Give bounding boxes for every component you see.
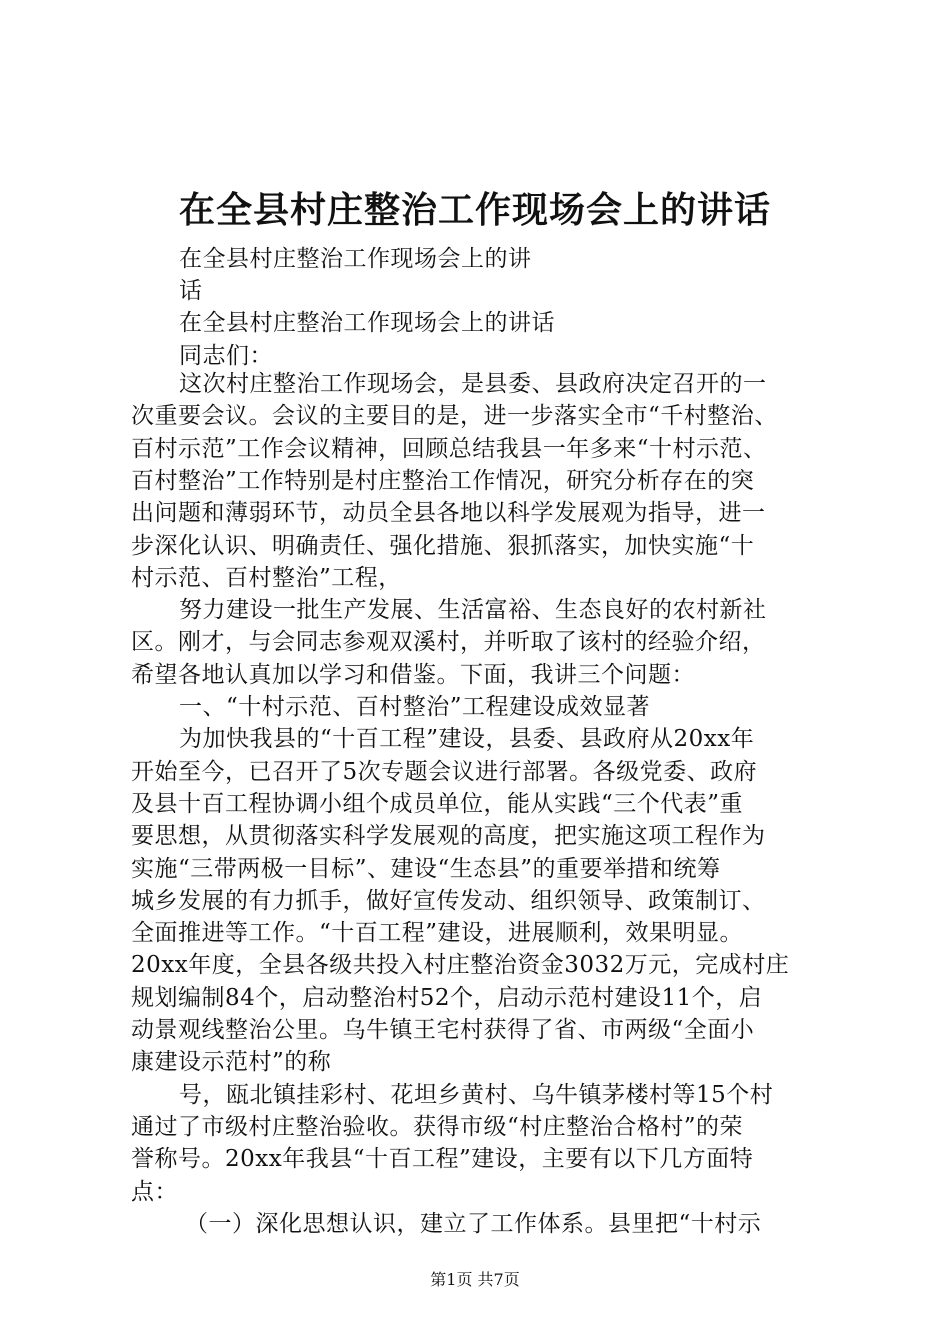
text-line: 20xx年度，全县各级共投入村庄整治资金3032万元，完成村庄: [131, 952, 790, 978]
text-line: 百村整治”工作特别是村庄整治工作情况，研究分析存在的突: [131, 468, 755, 494]
text-line: 康建设示范村”的称: [131, 1049, 332, 1075]
text-line: 百村示范”工作会议精神，回顾总结我县一年多来“十村示范、: [131, 436, 767, 462]
text-line: 为加快我县的“十百工程”建设，县委、县政府从20xx年: [179, 726, 755, 752]
text-line: 开始至今，已召开了5次专题会议进行部署。各级党委、政府: [131, 759, 758, 785]
text-line: 希望各地认真加以学习和借鉴。下面，我讲三个问题：: [131, 662, 695, 688]
text-line: （一）深化思想认识，建立了工作体系。县里把“十村示: [185, 1211, 762, 1237]
text-line: 实施“三带两极一目标”、建设“生态县”的重要举措和统筹: [131, 856, 721, 882]
text-line: 这次村庄整治工作现场会，是县委、县政府决定召开的一: [179, 371, 767, 397]
text-line: 出问题和薄弱环节，动员全县各地以科学发展观为指导，进一: [131, 500, 766, 526]
text-line: 在全县村庄整治工作现场会上的讲话: [179, 310, 555, 336]
text-line: 话: [179, 278, 203, 304]
text-line: 区。刚才，与会同志参观双溪村，并听取了该村的经验介绍，: [131, 629, 766, 655]
text-line: 要思想，从贯彻落实科学发展观的高度，把实施这项工程作为: [131, 823, 766, 849]
text-line: 通过了市级村庄整治验收。获得市级“村庄整治合格村”的荣: [131, 1114, 744, 1140]
section-heading: 一、“十村示范、百村整治”工程建设成效显著: [179, 694, 651, 720]
text-line: 号，瓯北镇挂彩村、花坦乡黄村、乌牛镇茅楼村等15个村: [179, 1082, 774, 1108]
page-footer: 第1页 共7页: [430, 1270, 520, 1289]
text-line: 动景观线整治公里。乌牛镇王宅村获得了省、市两级“全面小: [131, 1017, 755, 1043]
text-line: 及县十百工程协调小组个成员单位，能从实践“三个代表”重: [131, 791, 744, 817]
text-line: 步深化认识、明确责任、强化措施、狠抓落实，加快实施“十: [131, 533, 755, 559]
text-line: 点：: [131, 1179, 178, 1205]
text-line: 规划编制84个，启动整治村52个，启动示范村建设11个，启: [131, 985, 763, 1011]
text-line: 全面推进等工作。“十百工程”建设，进展顺利，效果明显。: [131, 920, 744, 946]
document-title: 在全县村庄整治工作现场会上的讲话: [178, 189, 771, 231]
text-line: 次重要会议。会议的主要目的是，进一步落实全市“千村整治、: [131, 403, 778, 429]
text-line: 同志们：: [179, 343, 273, 369]
text-line: 城乡发展的有力抓手，做好宣传发动、组织领导、政策制订、: [131, 888, 766, 914]
text-line: 誉称号。20xx年我县“十百工程”建设，主要有以下几方面特: [131, 1146, 754, 1172]
text-line: 在全县村庄整治工作现场会上的讲: [179, 246, 532, 272]
text-line: 村示范、百村整治”工程，: [131, 565, 402, 591]
text-line: 努力建设一批生产发展、生活富裕、生态良好的农村新社: [179, 597, 767, 623]
